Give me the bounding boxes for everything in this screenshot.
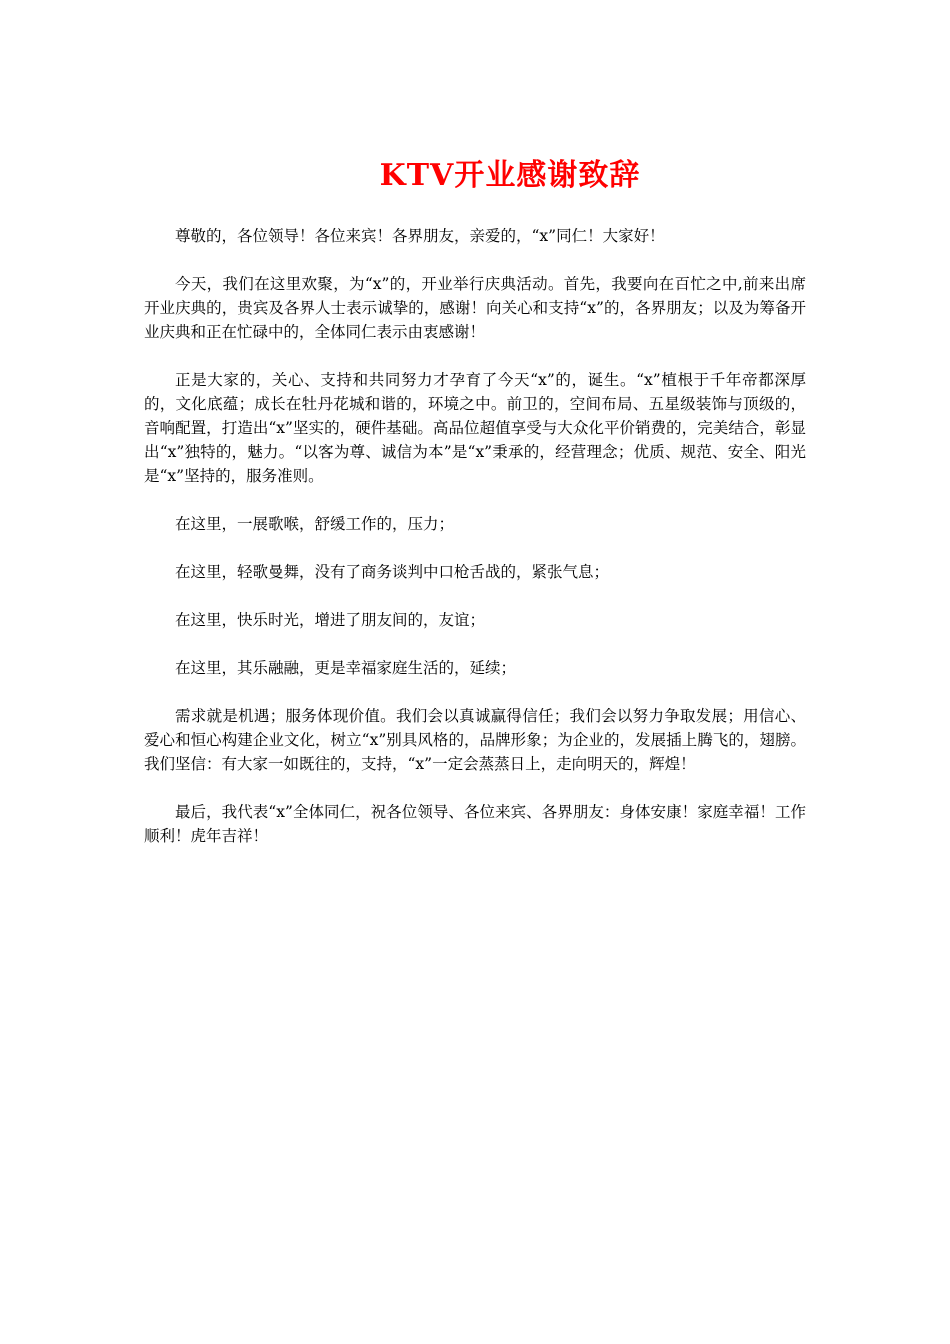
paragraph-closing: 最后，我代表“x”全体同仁，祝各位领导、各位来宾、各界朋友：身体安康！家庭幸福！工作顺利！虎年吉祥！	[144, 803, 806, 845]
paragraph-here-3: 在这里，快乐时光，增进了朋友间的，友谊；	[175, 611, 486, 629]
document-body	[144, 224, 806, 872]
paragraph-here-1: 在这里，一展歌喉，舒缓工作的，压力；	[175, 515, 455, 533]
paragraph-thanks: 今天，我们在这里欢聚，为“x”的，开业举行庆典活动。首先，我要向在百忙之中,前来出席开业庆典的，贵宾及各界人士表示诚挚的，感谢！向关心和支持“x”的，各界朋友；以及为筹备开业庆典和正在忙碌中的，全体同仁表示由衷感谢！	[144, 275, 806, 341]
document-title: KTV开业感谢致辞	[379, 158, 641, 193]
paragraph-commitment: 需求就是机遇；服务体现价值。我们会以真诚赢得信任；我们会以努力争取发展；用信心、爱心和恒心构建企业文化，树立“x”别具风格的，品牌形象；为企业的，发展插上腾飞的，翅膀。我们坚信：有大家一如既往的，支持，“x”一定会蒸蒸日上，走向明天的，辉煌！	[144, 707, 806, 773]
paragraph-here-4: 在这里，其乐融融，更是幸福家庭生活的，延续；	[175, 659, 517, 677]
paragraph-here-2: 在这里，轻歌曼舞，没有了商务谈判中口枪舌战的，紧张气息；	[175, 563, 610, 581]
paragraph-greeting: 尊敬的，各位领导！各位来宾！各界朋友，亲爱的，“x”同仁！大家好！	[175, 227, 665, 245]
paragraph-introduction: 正是大家的，关心、支持和共同努力才孕育了今天“x”的，诞生。“x”植根于千年帝都深厚的，文化底蕴；成长在牡丹花城和谐的，环境之中。前卫的，空间布局、五星级装饰与顶级的，音响配置，打造出“x”坚实的，硬件基础。高品位超值享受与大众化平价销费的，完美结合，彰显出“x”独特的，魅力。“以客为尊、诚信为本”是“x”秉承的，经营理念；优质、规范、安全、阳光是“x”坚持的，服务准则。	[144, 371, 806, 485]
